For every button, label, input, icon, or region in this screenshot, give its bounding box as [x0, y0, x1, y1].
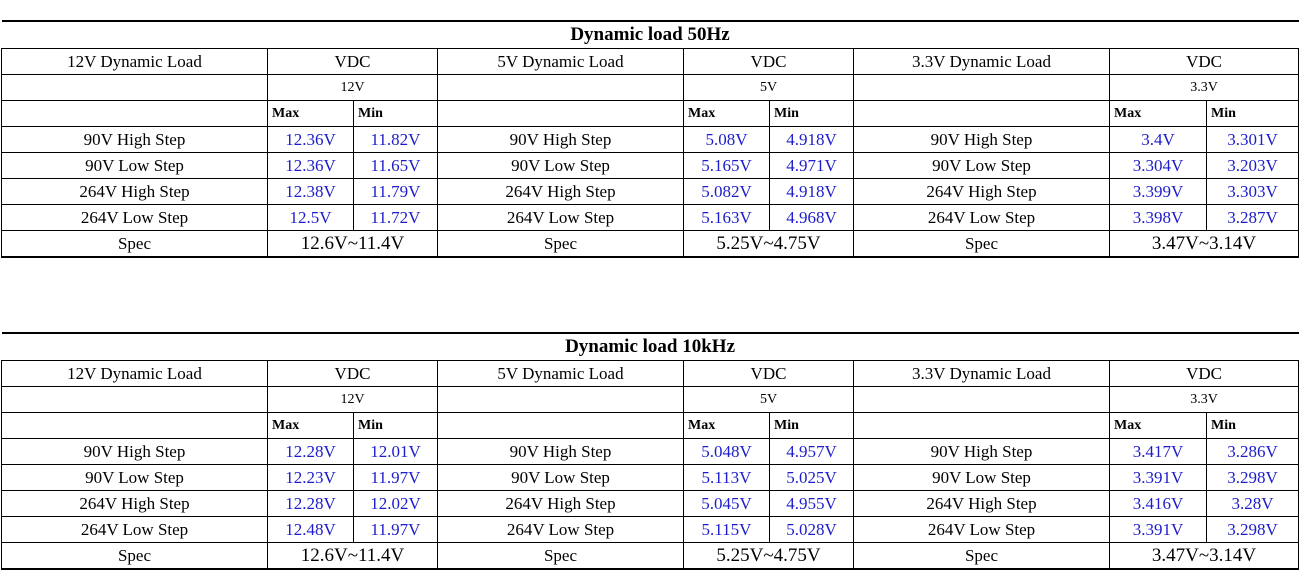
max-header: Max	[684, 101, 770, 127]
step-label: 90V Low Step	[2, 465, 268, 491]
step-label: 264V Low Step	[438, 517, 684, 543]
vdc-label: VDC	[684, 49, 854, 75]
spec-label: Spec	[2, 543, 268, 570]
min-value: 4.968V	[770, 205, 854, 231]
max-value: 3.391V	[1110, 465, 1207, 491]
empty-cell	[854, 413, 1110, 439]
vdc-label: VDC	[268, 49, 438, 75]
step-label: 90V Low Step	[854, 465, 1110, 491]
min-value: 11.97V	[354, 465, 438, 491]
min-header: Min	[1207, 101, 1299, 127]
dynamic-load-table	[1, 20, 1299, 258]
max-header: Max	[1110, 413, 1207, 439]
max-min-row	[2, 101, 1299, 127]
spec-row	[2, 543, 1299, 570]
step-label: 90V High Step	[438, 127, 684, 153]
min-value: 4.918V	[770, 127, 854, 153]
load-label: 5V Dynamic Load	[438, 49, 684, 75]
min-header: Min	[770, 101, 854, 127]
empty-cell	[2, 413, 268, 439]
header-row	[2, 361, 1299, 387]
min-value: 3.298V	[1207, 517, 1299, 543]
min-value: 11.72V	[354, 205, 438, 231]
step-label: 264V High Step	[2, 179, 268, 205]
load-label: 5V Dynamic Load	[438, 361, 684, 387]
max-value: 3.416V	[1110, 491, 1207, 517]
empty-cell	[854, 75, 1110, 101]
empty-cell	[438, 75, 684, 101]
spec-range: 3.47V~3.14V	[1110, 231, 1299, 258]
min-value: 4.955V	[770, 491, 854, 517]
load-label: 3.3V Dynamic Load	[854, 49, 1110, 75]
min-value: 11.82V	[354, 127, 438, 153]
vdc-label: VDC	[268, 361, 438, 387]
max-header: Max	[268, 413, 354, 439]
header-row	[2, 49, 1299, 75]
vdc-label: VDC	[1110, 49, 1299, 75]
vdc-label: VDC	[1110, 361, 1299, 387]
spec-label: Spec	[854, 543, 1110, 570]
table-row	[2, 153, 1299, 179]
step-label: 90V Low Step	[438, 465, 684, 491]
min-value: 3.28V	[1207, 491, 1299, 517]
spec-label: Spec	[854, 231, 1110, 258]
step-label: 264V Low Step	[438, 205, 684, 231]
max-value: 3.304V	[1110, 153, 1207, 179]
max-value: 3.391V	[1110, 517, 1207, 543]
min-header: Min	[354, 413, 438, 439]
empty-cell	[438, 101, 684, 127]
table-row	[2, 517, 1299, 543]
step-label: 264V High Step	[854, 179, 1110, 205]
min-value: 5.025V	[770, 465, 854, 491]
max-value: 5.045V	[684, 491, 770, 517]
table-row	[2, 205, 1299, 231]
min-value: 3.301V	[1207, 127, 1299, 153]
max-value: 5.082V	[684, 179, 770, 205]
table-row	[2, 491, 1299, 517]
step-label: 90V Low Step	[438, 153, 684, 179]
table-row	[2, 439, 1299, 465]
step-label: 264V High Step	[438, 491, 684, 517]
max-value: 12.36V	[268, 153, 354, 179]
max-value: 3.417V	[1110, 439, 1207, 465]
empty-cell	[854, 101, 1110, 127]
min-header: Min	[1207, 413, 1299, 439]
max-value: 3.399V	[1110, 179, 1207, 205]
step-label: 264V Low Step	[2, 517, 268, 543]
max-value: 12.5V	[268, 205, 354, 231]
spec-range: 3.47V~3.14V	[1110, 543, 1299, 570]
min-value: 3.203V	[1207, 153, 1299, 179]
max-value: 3.4V	[1110, 127, 1207, 153]
empty-cell	[438, 413, 684, 439]
table-title-row	[2, 21, 1299, 49]
max-value: 12.36V	[268, 127, 354, 153]
max-value: 3.398V	[1110, 205, 1207, 231]
max-value: 5.115V	[684, 517, 770, 543]
step-label: 264V Low Step	[854, 517, 1110, 543]
max-header: Max	[684, 413, 770, 439]
table-title: Dynamic load 10kHz	[2, 333, 1299, 361]
empty-cell	[854, 387, 1110, 413]
min-value: 3.287V	[1207, 205, 1299, 231]
max-header: Max	[1110, 101, 1207, 127]
spec-label: Spec	[438, 543, 684, 570]
empty-cell	[438, 387, 684, 413]
max-value: 5.048V	[684, 439, 770, 465]
min-value: 4.918V	[770, 179, 854, 205]
step-label: 264V High Step	[2, 491, 268, 517]
min-value: 11.65V	[354, 153, 438, 179]
min-header: Min	[770, 413, 854, 439]
empty-cell	[2, 387, 268, 413]
spec-range: 5.25V~4.75V	[684, 543, 854, 570]
spec-label: Spec	[438, 231, 684, 258]
min-value: 4.957V	[770, 439, 854, 465]
table-row	[2, 465, 1299, 491]
load-label: 12V Dynamic Load	[2, 361, 268, 387]
rail-row	[2, 75, 1299, 101]
min-value: 11.97V	[354, 517, 438, 543]
max-value: 5.163V	[684, 205, 770, 231]
rail-row	[2, 387, 1299, 413]
min-value: 12.02V	[354, 491, 438, 517]
step-label: 90V High Step	[2, 127, 268, 153]
spec-row	[2, 231, 1299, 258]
empty-cell	[2, 75, 268, 101]
step-label: 264V Low Step	[854, 205, 1110, 231]
rail-voltage: 12V	[268, 387, 438, 413]
vdc-label: VDC	[684, 361, 854, 387]
step-label: 90V High Step	[438, 439, 684, 465]
step-label: 90V High Step	[2, 439, 268, 465]
step-label: 264V High Step	[438, 179, 684, 205]
min-value: 11.79V	[354, 179, 438, 205]
step-label: 90V Low Step	[854, 153, 1110, 179]
min-header: Min	[354, 101, 438, 127]
step-label: 264V Low Step	[2, 205, 268, 231]
min-value: 5.028V	[770, 517, 854, 543]
step-label: 90V Low Step	[2, 153, 268, 179]
step-label: 264V High Step	[854, 491, 1110, 517]
min-value: 12.01V	[354, 439, 438, 465]
max-min-row	[2, 413, 1299, 439]
table-title-row	[2, 333, 1299, 361]
spec-range: 5.25V~4.75V	[684, 231, 854, 258]
load-label: 3.3V Dynamic Load	[854, 361, 1110, 387]
max-value: 12.23V	[268, 465, 354, 491]
rail-voltage: 5V	[684, 387, 854, 413]
spec-range: 12.6V~11.4V	[268, 543, 438, 570]
max-value: 5.165V	[684, 153, 770, 179]
rail-voltage: 3.3V	[1110, 75, 1299, 101]
min-value: 3.286V	[1207, 439, 1299, 465]
min-value: 3.303V	[1207, 179, 1299, 205]
table-title: Dynamic load 50Hz	[2, 21, 1299, 49]
empty-cell	[2, 101, 268, 127]
max-value: 5.113V	[684, 465, 770, 491]
max-header: Max	[268, 101, 354, 127]
table-row	[2, 179, 1299, 205]
rail-voltage: 12V	[268, 75, 438, 101]
min-value: 4.971V	[770, 153, 854, 179]
dynamic-load-table	[1, 332, 1299, 570]
max-value: 12.48V	[268, 517, 354, 543]
spec-range: 12.6V~11.4V	[268, 231, 438, 258]
table-row	[2, 127, 1299, 153]
rail-voltage: 5V	[684, 75, 854, 101]
load-label: 12V Dynamic Load	[2, 49, 268, 75]
step-label: 90V High Step	[854, 439, 1110, 465]
max-value: 12.38V	[268, 179, 354, 205]
max-value: 12.28V	[268, 491, 354, 517]
max-value: 5.08V	[684, 127, 770, 153]
rail-voltage: 3.3V	[1110, 387, 1299, 413]
spec-label: Spec	[2, 231, 268, 258]
step-label: 90V High Step	[854, 127, 1110, 153]
min-value: 3.298V	[1207, 465, 1299, 491]
max-value: 12.28V	[268, 439, 354, 465]
